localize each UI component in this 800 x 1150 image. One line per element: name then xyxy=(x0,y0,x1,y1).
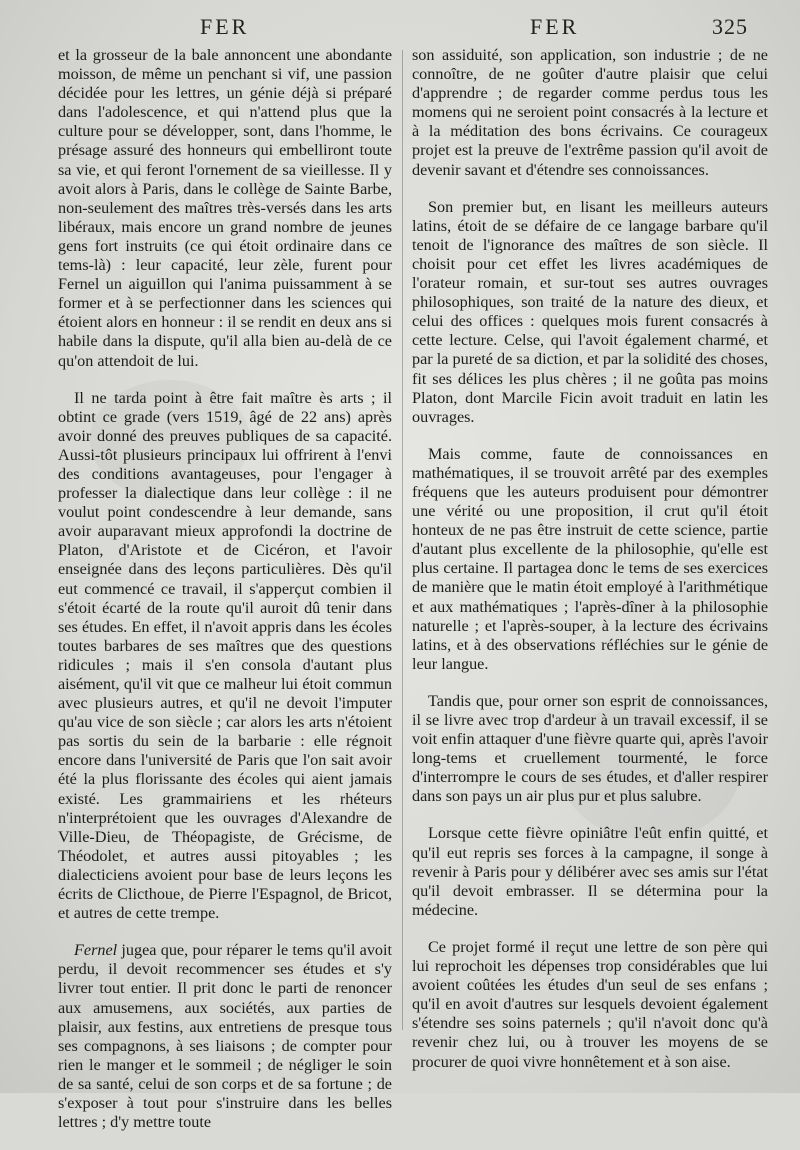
paragraph: Tandis que, pour orner son esprit de connoissances, il se livre avec trop d'ardeur à un travail excessif, il se voit enfin attaquer d'une fièvre quarte qui, après l'avoir long-tems et cruellement tourmenté, le force d'interrompre le cours de ses études, et d'aller respirer dans son pays un air plus pur et plus salubre. xyxy=(412,691,768,806)
left-column xyxy=(58,46,392,1150)
right-column xyxy=(412,46,768,1090)
paragraph: Mais comme, faute de connoissances en mathématiques, il se trouvoit arrêté par des exemples fréquens que les auteurs produisent pour démontrer une vérité ou une proposition, il crut qu'il étoit honteux de ne pas être instruit de cette science, partie d'autant plus excellente de la philosophie, qu'elle est plus certaine. Il partagea donc le tems de ses exercices de manière que le matin étoit employé à l'arithmétique et aux mathématiques ; l'après-dîner à la philosophie naturelle ; et l'après-souper, à la lecture des écrivains latins, et à des observations réfléchies sur le génie de leur langue. xyxy=(412,444,768,673)
paragraph: Ce projet formé il reçut une lettre de son père qui lui reprochoit les dépenses trop considérables que lui avoient coûtées les études d'un seul de ses enfans ; qu'il en avoit d'autres sur lesquels devoient également s'étendre ses soins paternels ; qu'il n'avoit donc qu'à revenir chez lui, ou à trouver les moyens de se procurer de quoi vivre honnêtement et à son aise. xyxy=(412,937,768,1071)
paragraph xyxy=(58,941,392,1132)
paragraph: son assiduité, son application, son industrie ; de ne connoître, de ne goûter d'autre plaisir que celui d'apprendre ; de regarder comme perdus tous les momens qui ne seroient point consacrés à la lecture et à la méditation des bons écrivains. Ce courageux projet est la preuve de l'extrême passion qu'il avoit de devenir savant et d'étendre ses connoissances. xyxy=(412,46,768,179)
paragraph: et la grosseur de la bale annoncent une abondante moisson, de même un penchant si vif, une passion décidée pour les lettres, un génie déjà si préparé dans l'adolescence, et qui n'attend plus que la culture pour se développer, sont, dans l'homme, le présage assuré des honneurs qui embelliront toute sa vie, et qui feront l'ornement de sa vieillesse. Il y avoit alors à Paris, dans le collège de Sainte Barbe, non-seulement des maîtres très-versés dans les arts libéraux, mais encore un grand nombre de jeunes gens fort instruits (ce qui étoit ordinaire dans ce tems-là) : leur capacité, leur zèle, furent pour Fernel un aiguillon qui l'anima puissamment à se former et à se perfectionner dans les sciences qui étoient alors en honneur : il se rendit en deux ans si habile dans la dispute, qu'il alla bien au-delà de ce qu'on attendoit de lui. xyxy=(58,46,392,370)
running-head-right: FER xyxy=(530,14,580,39)
paragraph-text: jugea que, pour réparer le tems qu'il avoit perdu, il devoit recommencer ses études et s'y livrer tout entier. Il prit donc le parti de renoncer aux amusemens, aux sociétés, aux parties de plaisir, aux festins, aux entretiens de presque tous ses compagnons, à ses liaisons ; de compter pour rien le manger et le sommeil ; de négliger le soin de sa santé, celui de son corps et de sa fortune ; de s'exposer à tout pour s'instruire dans les belles lettres ; d'y mettre toute xyxy=(58,941,392,1132)
paragraph: Lorsque cette fièvre opiniâtre l'eût enfin quitté, et qu'il eut repris ses forces à la campagne, il songe à revenir à Paris pour y délibérer avec ses amis sur l'état qu'il devoit embrasser. Il se détermina pour la médecine. xyxy=(412,824,768,919)
paragraph: Il ne tarda point à être fait maître ès arts ; il obtint ce grade (vers 1519, âgé de 22 ans) après avoir donné des preuves publiques de sa capacité. Aussi-tôt plusieurs principaux lui offrirent à l'envi des conditions avantageuses, pour l'engager à professer la dialectique dans leur collège : il ne voulut point condescendre à leur demande, sans avoir auparavant mieux approfondi la doctrine de Platon, d'Aristote et de Cicéron, et l'avoir enseignée dans des leçons particulières. Dès qu'il eut commencé ce travail, il s'apperçut combien il s'étoit écarté de la route qu'il auroit dû tenir dans ses études. En effet, il n'avoit appris dans les écoles toutes barbares de ses maîtres que des questions ridicules ; mais il s'en consola d'autant plus aisément, qu'il vit que ce malheur lui étoit commun avec plusieurs autres, et qu'il ne devoit l'imputer qu'au vice de son siècle ; car alors les arts n'étoient pas sortis du sein de la barbarie : elle régnoit encore dans l'université de Paris que l'on sait avoir été la plus florissante des écoles qui aient jamais existé. Les grammairiens et les rhéteurs n'interprétoient que les ouvrages d'Alexandre de Ville-Dieu, de Théopagiste, de Grécisme, de Théodolet, et autres aussi pitoyables ; les dialecticiens avoient pour base de leurs leçons les écrits de Clicthoue, de Pierre l'Espagnol, de Bricot, et autres de cette trempe. xyxy=(58,388,392,923)
column-divider xyxy=(402,50,403,1030)
paragraph: Son premier but, en lisant les meilleurs auteurs latins, étoit de se défaire de ce langage barbare qu'il tenoit de l'ignorance des maîtres de son siècle. Il choisit pour cet effet les livres académiques de l'orateur romain, et sur-tout ses autres ouvrages philosophiques, son traité de la nature des dieux, et celui des offices : quelques mois furent consacrés à cette lecture. Celse, qui l'avoit également charmé, et par la pureté de sa diction, et par la solidité des choses, fit ses délices les plus chères ; il ne goûta pas moins Platon, dont Marcile Ficin avoit traduit en latin les ouvrages. xyxy=(412,197,768,426)
page-number: 325 xyxy=(712,14,748,39)
running-head-left: FER xyxy=(200,14,250,39)
name-fernel: Fernel xyxy=(74,941,118,960)
running-head xyxy=(0,14,800,42)
